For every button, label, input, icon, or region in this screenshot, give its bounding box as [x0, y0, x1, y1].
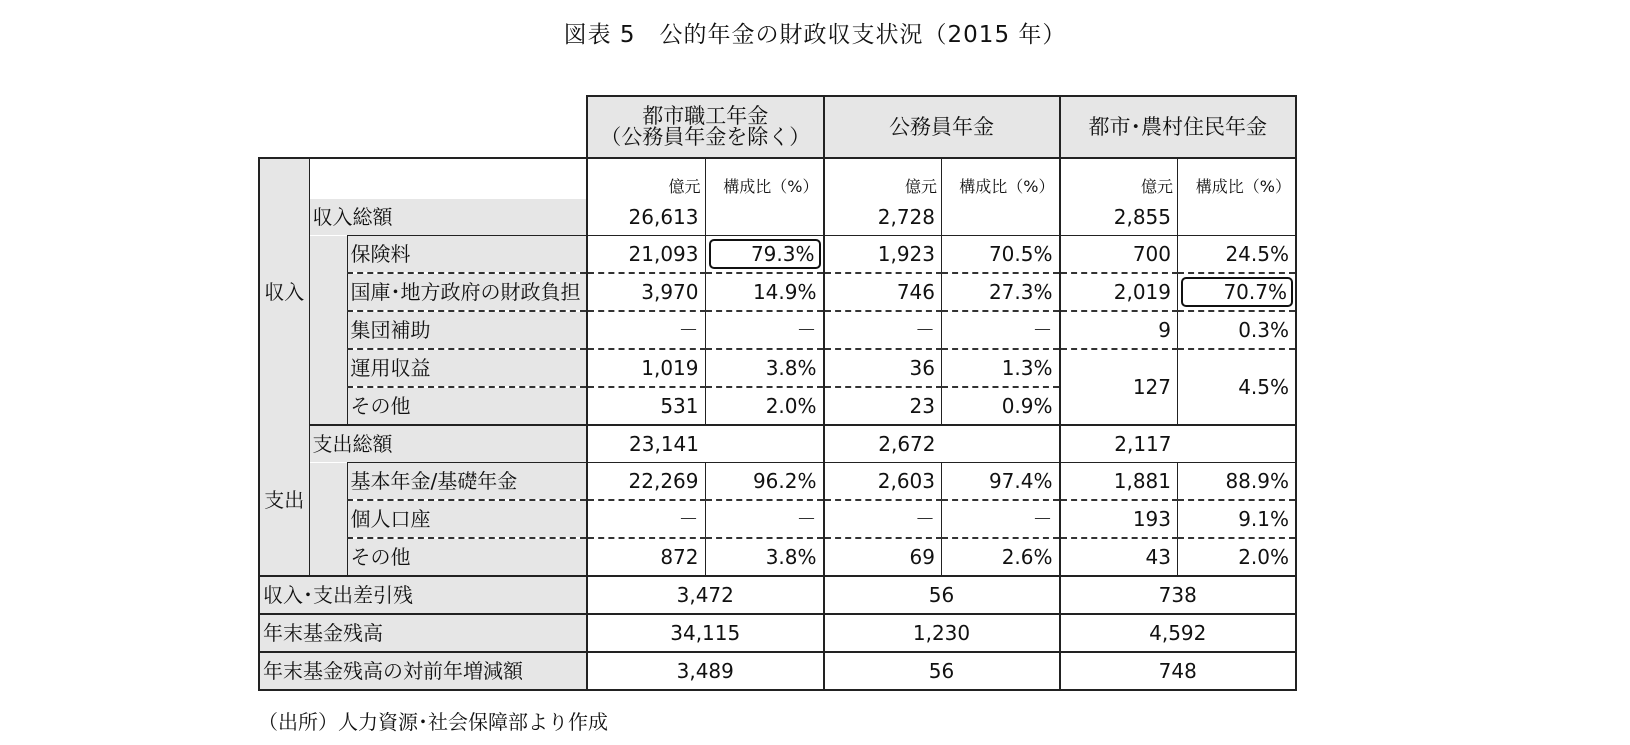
table-row [259, 349, 1296, 387]
row-label: 年末基金残高の対前年増減額 [259, 652, 587, 690]
table-row [259, 500, 1296, 538]
cell: 746 [824, 273, 942, 311]
cell: 96.2% [705, 463, 824, 501]
col-header-civil-servant: 公務員年金 [824, 96, 1060, 158]
cell: 9.1% [1178, 500, 1297, 538]
cell: 34,115 [587, 614, 824, 652]
cell: － [942, 500, 1060, 538]
cell: － [587, 500, 705, 538]
cell: － [705, 500, 824, 538]
row-label: その他 [347, 538, 587, 576]
cell: 70.5% [942, 236, 1060, 274]
cell: 36 [824, 349, 942, 387]
cell [705, 199, 824, 236]
row-label: 運用収益 [347, 349, 587, 387]
cell: 748 [1060, 652, 1297, 690]
cell: 56 [824, 652, 1060, 690]
unit-row [259, 158, 1296, 199]
cell: 1,881 [1060, 463, 1178, 501]
cell: 4,592 [1060, 614, 1297, 652]
cell: 56 [824, 576, 1060, 614]
highlight-box: 70.7% [1181, 277, 1293, 307]
cell: 1,019 [587, 349, 705, 387]
row-label: 個人口座 [347, 500, 587, 538]
highlight-box: 79.3% [709, 239, 821, 269]
source-note: （出所）人力資源･社会保障部より作成 [258, 710, 608, 734]
cell [942, 199, 1060, 236]
cell: 2,603 [824, 463, 942, 501]
cell: － [942, 311, 1060, 349]
cell: 69 [824, 538, 942, 576]
table-row [259, 425, 1296, 463]
row-label: 国庫･地方政府の財政負担 [347, 273, 587, 311]
cell: 97.4% [942, 463, 1060, 501]
cell-merged: 4.5% [1178, 349, 1297, 425]
cell: 1,230 [824, 614, 1060, 652]
cell: 26,613 [587, 199, 705, 236]
unit-amount: 億元 [587, 158, 705, 199]
page-title: 図表 5 公的年金の財政収支状況（2015 年） [563, 22, 1067, 48]
table-row [259, 273, 1296, 311]
pension-finance-table [258, 95, 1297, 691]
row-label: 収入･支出差引残 [259, 576, 587, 614]
cell: 2.0% [705, 387, 824, 425]
cell: 88.9% [1178, 463, 1297, 501]
cell [1178, 199, 1297, 236]
cell-highlighted [1178, 273, 1297, 311]
cell: 23 [824, 387, 942, 425]
unit-amount: 億元 [1060, 158, 1178, 199]
table-row [259, 199, 1296, 236]
row-label: 保険料 [347, 236, 587, 274]
cell: 43 [1060, 538, 1178, 576]
cell: 3,489 [587, 652, 824, 690]
unit-amount: 億元 [824, 158, 942, 199]
cell: 872 [587, 538, 705, 576]
cell: － [705, 311, 824, 349]
row-label: 年末基金残高 [259, 614, 587, 652]
cell: 2,117 [1060, 425, 1178, 463]
cell: 531 [587, 387, 705, 425]
unit-ratio: 構成比（%） [1178, 158, 1297, 199]
row-label: 基本年金/基礎年金 [347, 463, 587, 501]
cell: 2,728 [824, 199, 942, 236]
cell: 23,141 [587, 425, 705, 463]
col-header-urban-worker: 都市職工年金 （公務員年金を除く） [587, 96, 824, 158]
cell: 3,970 [587, 273, 705, 311]
cell: 14.9% [705, 273, 824, 311]
col-header-resident: 都市･農村住民年金 [1060, 96, 1297, 158]
table-row [259, 538, 1296, 576]
cell: 2,855 [1060, 199, 1178, 236]
row-label: 集団補助 [347, 311, 587, 349]
header-row [259, 96, 1296, 158]
cell: 2,019 [1060, 273, 1178, 311]
cell: 3,472 [587, 576, 824, 614]
row-label: その他 [347, 387, 587, 425]
cell: 24.5% [1178, 236, 1297, 274]
cell: 2.0% [1178, 538, 1297, 576]
table-row [259, 652, 1296, 690]
cell: 1,923 [824, 236, 942, 274]
cell: － [824, 311, 942, 349]
row-label: 支出総額 [309, 425, 587, 463]
table-row [259, 614, 1296, 652]
cell: 0.3% [1178, 311, 1297, 349]
cell: 22,269 [587, 463, 705, 501]
cell: 27.3% [942, 273, 1060, 311]
table-row [259, 311, 1296, 349]
table-row [259, 576, 1296, 614]
side-label-income: 収入 [259, 158, 309, 425]
cell-highlighted [705, 236, 824, 274]
cell [1178, 425, 1297, 463]
cell: 9 [1060, 311, 1178, 349]
cell: 700 [1060, 236, 1178, 274]
unit-ratio: 構成比（%） [705, 158, 824, 199]
cell: 2,672 [824, 425, 942, 463]
cell: 21,093 [587, 236, 705, 274]
cell: 1.3% [942, 349, 1060, 387]
cell [705, 425, 824, 463]
row-label: 収入総額 [309, 199, 587, 236]
cell: 193 [1060, 500, 1178, 538]
unit-ratio: 構成比（%） [942, 158, 1060, 199]
table-row [259, 236, 1296, 274]
cell: 3.8% [705, 349, 824, 387]
cell: 738 [1060, 576, 1297, 614]
cell: － [587, 311, 705, 349]
cell-merged: 127 [1060, 349, 1178, 425]
cell: 2.6% [942, 538, 1060, 576]
cell: 0.9% [942, 387, 1060, 425]
cell: － [824, 500, 942, 538]
cell [942, 425, 1060, 463]
side-label-expense: 支出 [259, 425, 309, 576]
table-row [259, 463, 1296, 501]
cell: 3.8% [705, 538, 824, 576]
